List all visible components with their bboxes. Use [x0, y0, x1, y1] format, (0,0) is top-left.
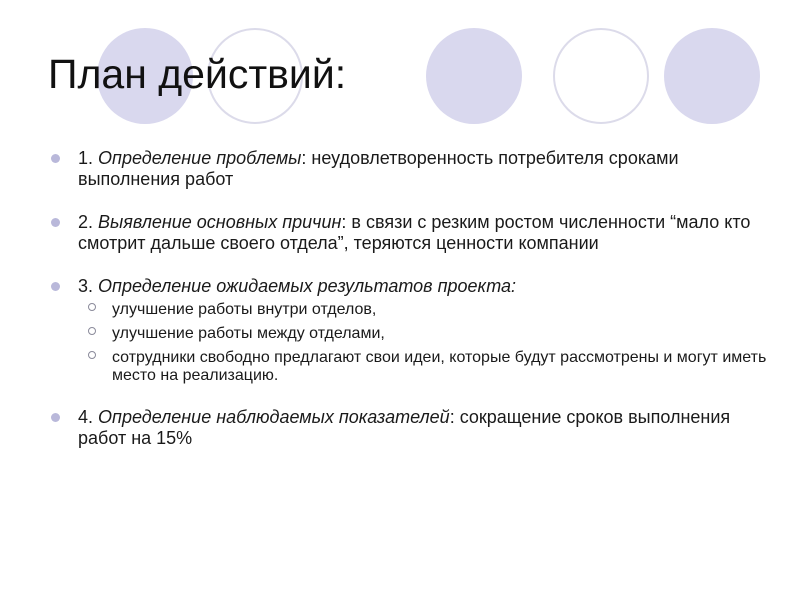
- list-item: [48, 407, 768, 449]
- item-number: 2.: [78, 212, 94, 232]
- decor-circle-outline: [553, 28, 649, 124]
- item-emphasis: Определение ожидаемых результатов проекта:: [98, 276, 517, 296]
- sub-list-item: [78, 325, 768, 343]
- bullet-icon: [51, 154, 60, 163]
- list-item: [48, 212, 768, 254]
- bullet-list: [48, 148, 768, 449]
- item-text: : в связи с резким ростом численности “мало кто смотрит дальше своего отдела”, теряются ценности компании: [78, 212, 751, 253]
- item-number: 3.: [78, 276, 94, 296]
- bullet-icon: [51, 413, 60, 422]
- item-emphasis: Выявление основных причин: [98, 212, 342, 232]
- sub-item-text: улучшение работы между отделами,: [112, 325, 385, 342]
- item-number: 4.: [78, 407, 94, 427]
- item-number: 1.: [78, 148, 94, 168]
- slide-title: План действий:: [48, 51, 347, 97]
- bullet-icon: [51, 218, 60, 227]
- hollow-bullet-icon: [88, 351, 96, 359]
- sub-list-item: [78, 301, 768, 319]
- sub-item-text: сотрудники свободно предлагают свои идеи, которые будут рассмотрены и могут иметь место на реализацию.: [112, 349, 767, 384]
- item-emphasis: Определение наблюдаемых показателей: [98, 407, 450, 427]
- item-text: : неудовлетворенность потребителя сроками выполнения работ: [78, 148, 679, 189]
- list-item: [48, 276, 768, 385]
- decor-circle-filled: [664, 28, 760, 124]
- sub-item-text: улучшение работы внутри отделов,: [112, 301, 377, 318]
- decor-circle-filled: [426, 28, 522, 124]
- list-item: [48, 148, 768, 190]
- hollow-bullet-icon: [88, 303, 96, 311]
- sub-list-item: [78, 349, 768, 385]
- bullet-icon: [51, 282, 60, 291]
- sub-list: [78, 301, 768, 385]
- item-text: : сокращение сроков выполнения работ на 15%: [78, 407, 731, 448]
- hollow-bullet-icon: [88, 327, 96, 335]
- item-emphasis: Определение проблемы: [98, 148, 302, 168]
